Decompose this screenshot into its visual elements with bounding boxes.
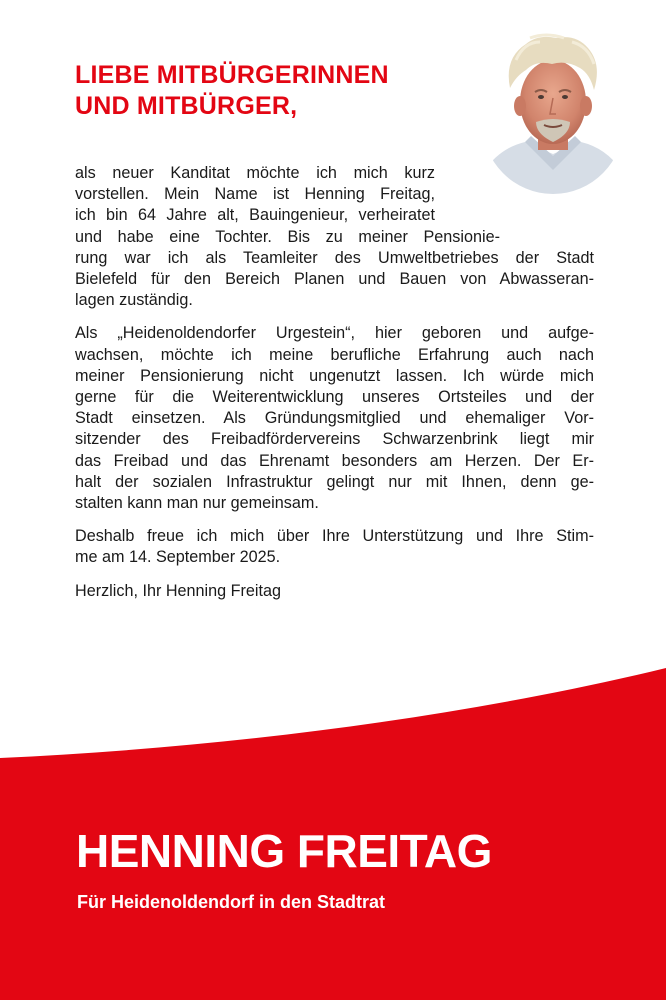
letter-line: Bielefeld für den Bereich Planen und Bauen von Abwasseran- — [75, 270, 594, 289]
letter-line: Als „Heidenoldendorfer Urgestein“, hier geboren und aufge- — [75, 324, 594, 343]
letter-line: Stadt einsetzen. Als Gründungsmitglied und ehemaliger Vor- — [75, 409, 594, 428]
candidate-name: HENNING FREITAG — [76, 825, 492, 877]
letter-line: wachsen, möchte ich meine berufliche Erfahrung auch nach — [75, 345, 594, 364]
letter-line: halt der sozialen Infrastruktur gelingt nur mit Ihnen, denn ge- — [75, 472, 594, 491]
letter-line: rung war ich als Teamleiter des Umweltbetriebes der Stadt — [75, 248, 594, 267]
letter-line: Deshalb freue ich mich über Ihre Unterstützung und Ihre Stim- — [75, 527, 594, 546]
greeting-line-2: UND MITBÜRGER, — [75, 92, 298, 120]
letter-line: stalten kann man nur gemeinsam. — [75, 494, 319, 513]
letter-line: und habe eine Tochter. Bis zu meiner Pensionie- — [75, 227, 500, 246]
letter-line: me am 14. September 2025. — [75, 548, 281, 567]
letter-closing: Herzlich, Ihr Henning Freitag — [75, 581, 282, 600]
letter-line: gerne für die Weiterentwicklung unseres Ortsteiles und der — [75, 388, 594, 407]
greeting-line-1: LIEBE MITBÜRGERINNEN — [75, 61, 389, 89]
letter-line: als neuer Kanditat möchte ich mich kurz — [75, 164, 435, 182]
candidate-subtitle: Für Heidenoldendorf in den Stadtrat — [77, 892, 386, 912]
letter-line: sitzender des Freibadfördervereins Schwarzenbrink liegt mir — [75, 430, 594, 449]
letter-line: lagen zuständig. — [75, 291, 193, 310]
letter-line: ich bin 64 Jahre alt, Bauingenieur, verheiratet — [75, 206, 435, 225]
letter-line: vorstellen. Mein Name ist Henning Freitag, — [75, 185, 435, 204]
letter-line: meiner Pensionierung nicht ungenutzt lassen. Ich würde mich — [75, 366, 594, 385]
letter-line: das Freibad und das Ehrenamt besonders am Herzen. Der Er- — [75, 451, 594, 470]
